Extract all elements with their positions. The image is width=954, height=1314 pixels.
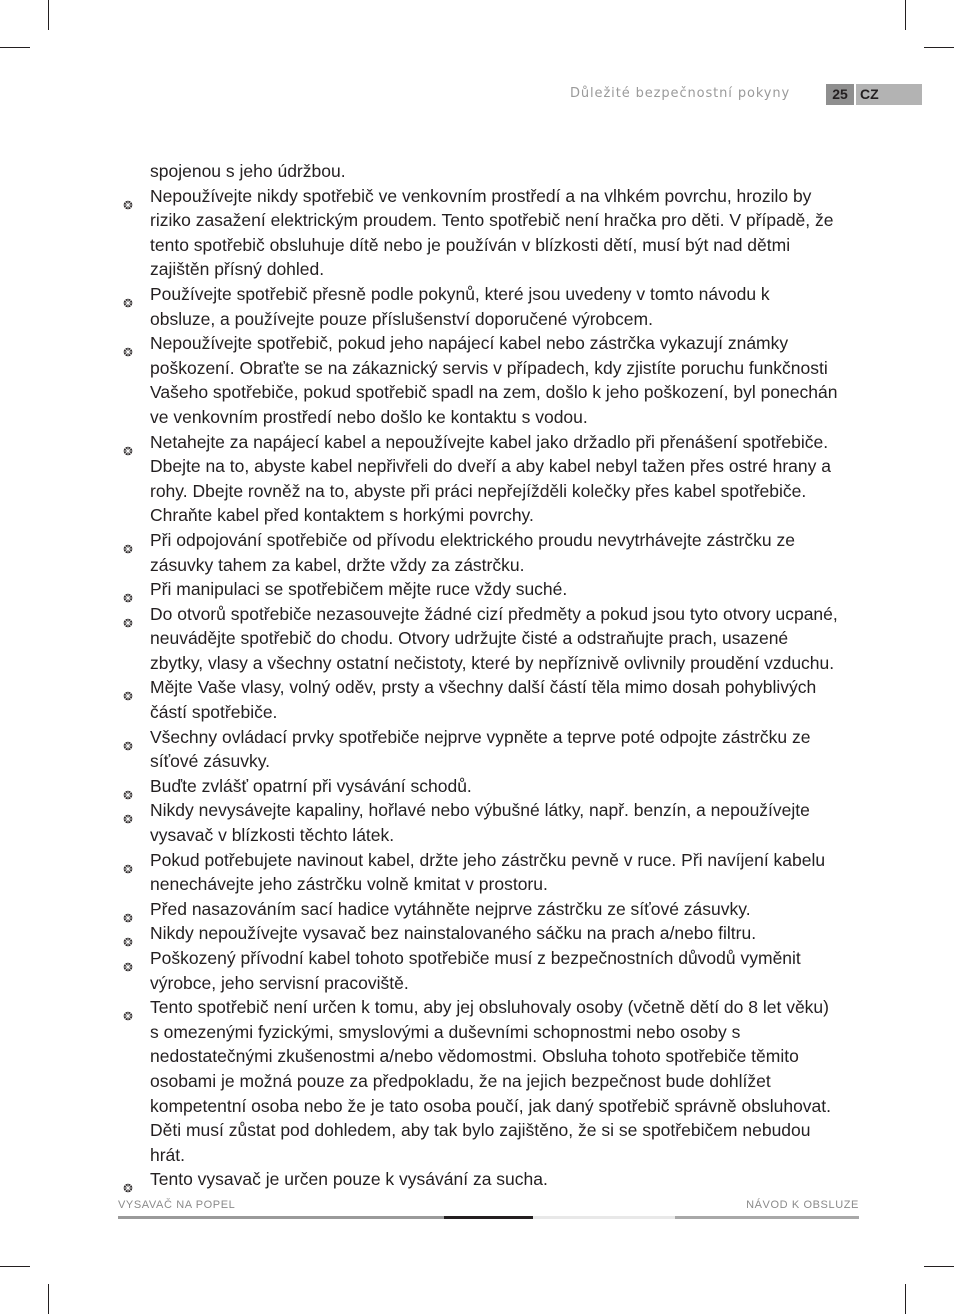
footer-rule <box>118 1216 444 1219</box>
list-item-text: Netahejte za napájecí kabel a nepoužívejte kabel jako držadlo při přenášení spotřebiče. Dbejte na to, abyste kabel nepřivřeli do dveří a aby kabel nebyl tažen přes ostré hrany a rohy. Dbejte rovněž na to, abyste při práci nepřejížděli kolečky přes kabel spotřebiče. Chraňte kabel před kontaktem s horkými povrchy. <box>150 431 831 526</box>
list-item <box>118 1167 838 1192</box>
asterisk-bullet-icon <box>123 782 133 792</box>
list-item <box>118 946 838 995</box>
list-item-text: Při manipulaci se spotřebičem mějte ruce vždy suché. <box>150 579 568 600</box>
footer-rule <box>444 1216 533 1219</box>
list-item-text: Buďte zvlášť opatrní při vysávání schodů. <box>150 775 472 796</box>
footer-rule <box>675 1216 859 1219</box>
asterisk-bullet-icon <box>123 733 133 743</box>
list-item-text: Tento spotřebič není určen k tomu, aby jej obsluhovaly osoby (včetně dětí do 8 let věku) s omezenými fyzickými, smyslovými a duševními schopnostmi nebo osoby s nedostatečnými zkušenostmi a/nebo vědomostmi. Obsluha tohoto spotřebiče těmito osobami je možná pouze za předpokladu, že na jejich bezpečnost bude dohlížet kompetentní osoba nebo že je tato osoba poučí, jak daný spotřebič správně obsluhovat. Děti musí zůstat pod dohledem, aby tak bylo zajištěno, že si se spotřebičem nebudou hrát. <box>150 997 832 1165</box>
asterisk-bullet-icon <box>123 905 133 915</box>
asterisk-bullet-icon <box>123 339 133 349</box>
header-section-title: Důležité bezpečnostní pokyny <box>570 86 791 101</box>
list-item-text: Nikdy nepoužívejte vysavač bez nainstalovaného sáčku na prach a/nebo filtru. <box>150 923 757 944</box>
list-item-text: Poškozený přívodní kabel tohoto spotřebiče musí z bezpečnostních důvodů vyměnit výrobce, jeho servisní pracoviště. <box>150 948 801 993</box>
list-item-text: Tento vysavač je určen pouze k vysávání za sucha. <box>150 1169 548 1190</box>
list-item-text: Při odpojování spotřebiče od přívodu elektrického proudu nevytrhávejte zástrčku ze zásuvky tahem za kabel, držte vždy za zástrčku. <box>150 529 795 575</box>
list-item <box>118 848 838 897</box>
list-item-text: Do otvorů spotřebiče nezasouvejte žádné cizí předměty a pokud jsou tyto otvory ucpané, neuvádějte spotřebič do chodu. Otvory udržujte čisté a odstraňujte prach, usazené zbytky, vlasy a všechny ostatní nečistoty, které by nepříznivě ovlivnily proudění vzduchu. <box>150 603 838 673</box>
list-item-text: Mějte Vaše vlasy, volný oděv, prsty a všechny další částí těla mimo dosah pohyblivých částí spotřebiče. <box>150 677 817 723</box>
list-item <box>118 331 838 429</box>
asterisk-bullet-icon <box>123 610 133 620</box>
list-item <box>118 528 838 577</box>
list-item-text: Nepoužívejte nikdy spotřebič ve venkovním prostředí a na vlhkém povrchu, hrozilo by riziko zasažení elektrickým proudem. Tento spotřebič není hračka pro děti. V případě, že tento spotřebič obsluhuje dítě nebo je používán v blízkosti dětí, musí být nad dětmi zajištěn přísný dohled. <box>150 185 834 280</box>
asterisk-bullet-icon <box>123 1175 133 1185</box>
asterisk-bullet-icon <box>123 954 133 964</box>
page-number: 25 <box>826 84 854 105</box>
asterisk-bullet-icon <box>123 536 133 546</box>
list-item <box>118 774 838 799</box>
safety-instructions <box>118 159 838 1192</box>
list-item <box>118 675 838 724</box>
list-item <box>118 282 838 331</box>
crop-mark <box>905 1284 906 1314</box>
list-item-text: Pokud potřebujete navinout kabel, držte jeho zástrčku pevně v ruce. Při navíjení kabelu nenechávejte jeho zástrčku volně kmitat v prostoru. <box>150 849 826 895</box>
instruction-list <box>118 184 838 1192</box>
list-item <box>118 430 838 528</box>
crop-mark <box>0 1266 30 1267</box>
asterisk-bullet-icon <box>123 585 133 595</box>
list-item <box>118 184 838 282</box>
asterisk-bullet-icon <box>123 1003 133 1013</box>
footer-rule <box>533 1216 675 1219</box>
list-item <box>118 725 838 774</box>
list-item-text: Všechny ovládací prvky spotřebiče nejprve vypněte a teprve poté odpojte zástrčku ze síťové zásuvky. <box>150 726 811 772</box>
list-item <box>118 921 838 946</box>
crop-mark <box>905 0 906 30</box>
crop-mark <box>48 0 49 30</box>
asterisk-bullet-icon <box>123 192 133 202</box>
asterisk-bullet-icon <box>123 856 133 866</box>
asterisk-bullet-icon <box>123 683 133 693</box>
list-item-text: Používejte spotřebič přesně podle pokynů, které jsou uvedeny v tomto návodu k obsluze, a používejte pouze příslušenství doporučené výrobcem. <box>150 283 770 329</box>
asterisk-bullet-icon <box>123 929 133 939</box>
list-item <box>118 995 838 1167</box>
crop-mark <box>0 47 30 48</box>
footer-product-name: VYSAVAČ NA POPEL <box>118 1199 236 1211</box>
list-item <box>118 577 838 602</box>
crop-mark <box>924 47 954 48</box>
crop-mark <box>48 1284 49 1314</box>
crop-mark <box>924 1266 954 1267</box>
asterisk-bullet-icon <box>123 290 133 300</box>
list-item <box>118 897 838 922</box>
list-item-text: Nepoužívejte spotřebič, pokud jeho napájecí kabel nebo zástrčka vykazují známky poškození. Obraťte se na zákaznický servis v případech, kdy zjistíte poruchu funkčnosti Vašeho spotřebiče, pokud spotřebič spadl na zem, došlo k jeho poškození, byl ponechán ve venkovním prostředí nebo došlo ke kontaktu s vodou. <box>150 333 838 427</box>
asterisk-bullet-icon <box>123 438 133 448</box>
asterisk-bullet-icon <box>123 806 133 816</box>
language-code: CZ <box>856 84 922 105</box>
list-item <box>118 798 838 847</box>
list-item <box>118 602 838 676</box>
list-item-text: Před nasazováním sací hadice vytáhněte nejprve zástrčku ze síťové zásuvky. <box>150 898 751 919</box>
footer-manual-label: NÁVOD K OBSLUZE <box>746 1199 859 1211</box>
continuation-text: spojenou s jeho údržbou. <box>150 161 346 181</box>
list-item-text: Nikdy nevysávejte kapaliny, hořlavé nebo výbušné látky, např. benzín, a nepoužívejte vysavač v blízkosti těchto látek. <box>150 800 810 846</box>
